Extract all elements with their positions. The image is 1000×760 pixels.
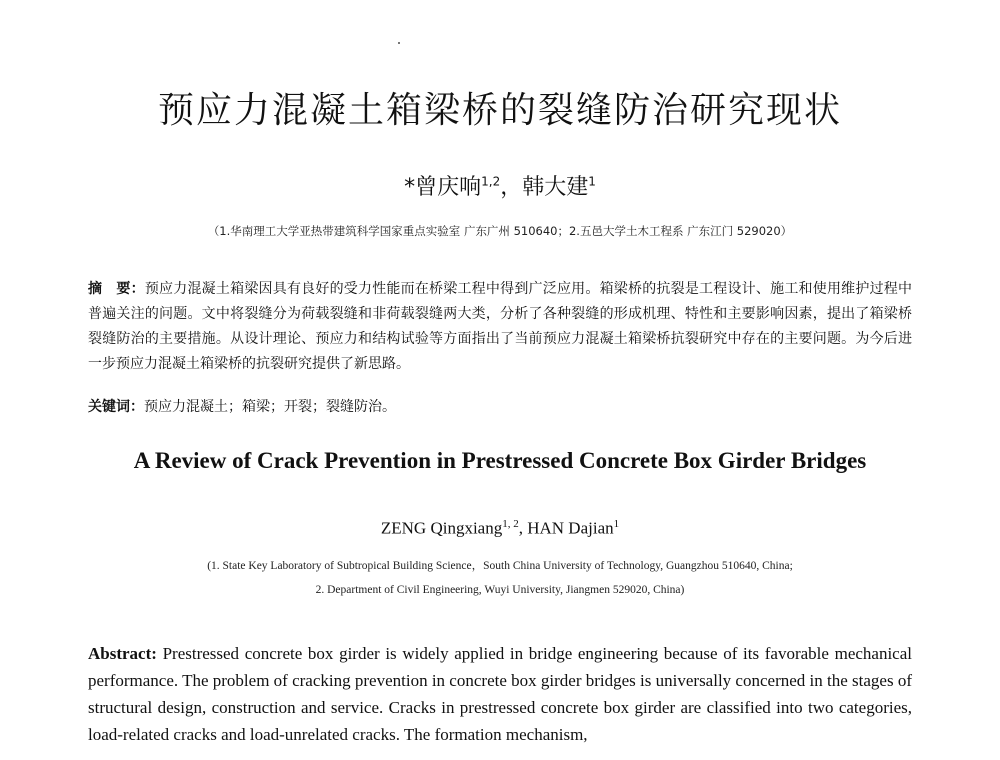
english-abstract-label: Abstract: xyxy=(88,644,157,663)
author-separator: ， xyxy=(500,175,523,200)
chinese-keywords-text: 预应力混凝土；箱梁；开裂；裂缝防治。 xyxy=(144,399,396,415)
english-author-2: , HAN Dajian xyxy=(518,518,614,538)
chinese-author-1: *曾庆响 xyxy=(404,175,482,200)
chinese-keywords-label: 关键词： xyxy=(88,399,144,415)
scan-speck xyxy=(398,42,400,44)
english-authors xyxy=(0,518,1000,539)
chinese-affiliation: （1.华南理工大学亚热带建筑科学国家重点实验室 广东广州 510640；2.五邑大学土木工程系 广东江门 529020） xyxy=(207,224,793,238)
chinese-abstract-label: 摘 要： xyxy=(88,281,145,297)
english-abstract xyxy=(88,640,912,748)
chinese-keywords xyxy=(88,395,912,420)
english-title: A Review of Crack Prevention in Prestressed Concrete Box Girder Bridges xyxy=(133,448,867,473)
english-affiliation-line-1: (1. State Key Laboratory of Subtropical Building Science，South China University of Technology, Guangzhou 510640, China; xyxy=(207,560,793,572)
english-author-1-affil-mark: 1, 2 xyxy=(502,518,519,530)
chinese-title: 预应力混凝土箱梁桥的裂缝防治研究现状 xyxy=(157,90,842,131)
chinese-authors xyxy=(0,170,1000,201)
chinese-abstract xyxy=(88,277,912,377)
english-author-2-affil-mark: 1 xyxy=(613,518,620,530)
chinese-author-1-affil-mark: 1,2 xyxy=(481,174,501,189)
english-abstract-text: Prestressed concrete box girder is widely applied in bridge engineering because of its favorable mechanical performance. The problem of cracking prevention in concrete box girder bridges is universally concerned in the stages of structural design, construction and service. Cracks in prestressed concrete box girder are classified into two categories, load-related cracks and load-unrelated cracks. The formation mechanism, xyxy=(88,644,912,744)
chinese-author-2-affil-mark: 1 xyxy=(588,174,596,189)
english-affiliation-line-2: 2. Department of Civil Engineering, Wuyi University, Jiangmen 529020, China) xyxy=(315,584,685,596)
english-author-1: ZENG Qingxiang xyxy=(380,518,503,538)
chinese-author-2: 韩大建 xyxy=(522,175,589,200)
chinese-abstract-text: 预应力混凝土箱梁因具有良好的受力性能而在桥梁工程中得到广泛应用。箱梁桥的抗裂是工程设计、施工和使用维护过程中普遍关注的问题。文中将裂缝分为荷载裂缝和非荷载裂缝两大类，分析了各种裂缝的形成机理、特性和主要影响因素，提出了箱梁桥裂缝防治的主要措施。从设计理论、预应力和结构试验等方面指出了当前预应力混凝土箱梁桥抗裂研究中存在的主要问题。为今后进一步预应力混凝土箱梁桥的抗裂研究提供了新思路。 xyxy=(88,281,912,372)
